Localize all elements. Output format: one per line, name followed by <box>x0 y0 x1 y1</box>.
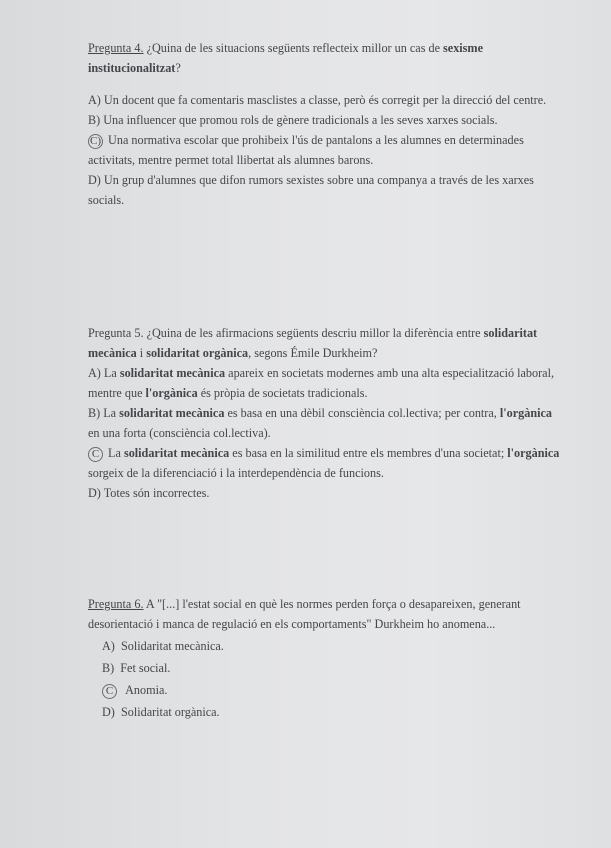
selected-answer-mark: C <box>88 447 103 462</box>
question-6-option-a: A) Solidaritat mecànica. <box>102 639 224 653</box>
selected-answer-mark: C) <box>90 135 101 147</box>
question-4-option-c: C) Una normativa escolar que prohibeix l'ús de pantalons a les alumnes en determinades activitats, mentre permet total llibertat als alumnes barons. <box>88 133 524 167</box>
selected-answer-mark: C <box>102 684 117 699</box>
question-5-option-a: A) La solidaritat mecànica apareix en societats modernes amb una alta especialització laboral, mentre que l'orgànica és pròpia de societats tradicionals. <box>88 366 555 400</box>
question-6-label: Pregunta 6. <box>88 597 144 611</box>
question-4-stem: Pregunta 4. ¿Quina de les situacions següents reflecteix millor un cas de sexisme institucionalitzat? <box>88 41 483 75</box>
question-6-stem: Pregunta 6. A "[...] l'estat social en què les normes perden força o desapareixen, generant desorientació i manca de regulació en els comportaments" Durkheim ho anomena... <box>88 597 521 631</box>
question-5-option-b: B) La solidaritat mecànica es basa en una dèbil consciència col.lectiva; per contra, l'orgànica en una forta (consciència col.lectiva). <box>88 406 553 440</box>
question-5-option-d: D) Totes són incorrectes. <box>88 486 210 500</box>
question-4-label: Pregunta 4. <box>88 41 144 55</box>
question-6-option-d: D) Solidaritat orgànica. <box>102 705 220 719</box>
question-4-option-d: D) Un grup d'alumnes que difon rumors sexistes sobre una companya a través de les xarxes socials. <box>88 173 534 207</box>
question-6-option-b: B) Fet social. <box>102 661 171 675</box>
question-6 <box>88 594 563 722</box>
question-4 <box>88 38 563 210</box>
question-5-label: Pregunta 5. <box>88 326 144 340</box>
question-5 <box>88 323 563 503</box>
question-4-keyword: sexisme institucionalitzat <box>88 41 483 75</box>
question-6-option-c: C Anomia. <box>88 680 563 700</box>
question-4-option-b: B) Una influencer que promou rols de gènere tradicionals a les seves xarxes socials. <box>88 113 498 127</box>
question-5-option-c: C La solidaritat mecànica es basa en la similitud entre els membres d'una societat; l'orgànica sorgeix de la diferenciació i la interdependència de funcions. <box>88 446 560 480</box>
question-5-stem: Pregunta 5. ¿Quina de les afirmacions següents descriu millor la diferència entre solidaritat mecànica i solidaritat orgànica, segons Émile Durkheim? <box>88 326 538 360</box>
question-4-option-a: A) Un docent que fa comentaris masclistes a classe, però és corregit per la direcció del centre. <box>88 93 547 107</box>
